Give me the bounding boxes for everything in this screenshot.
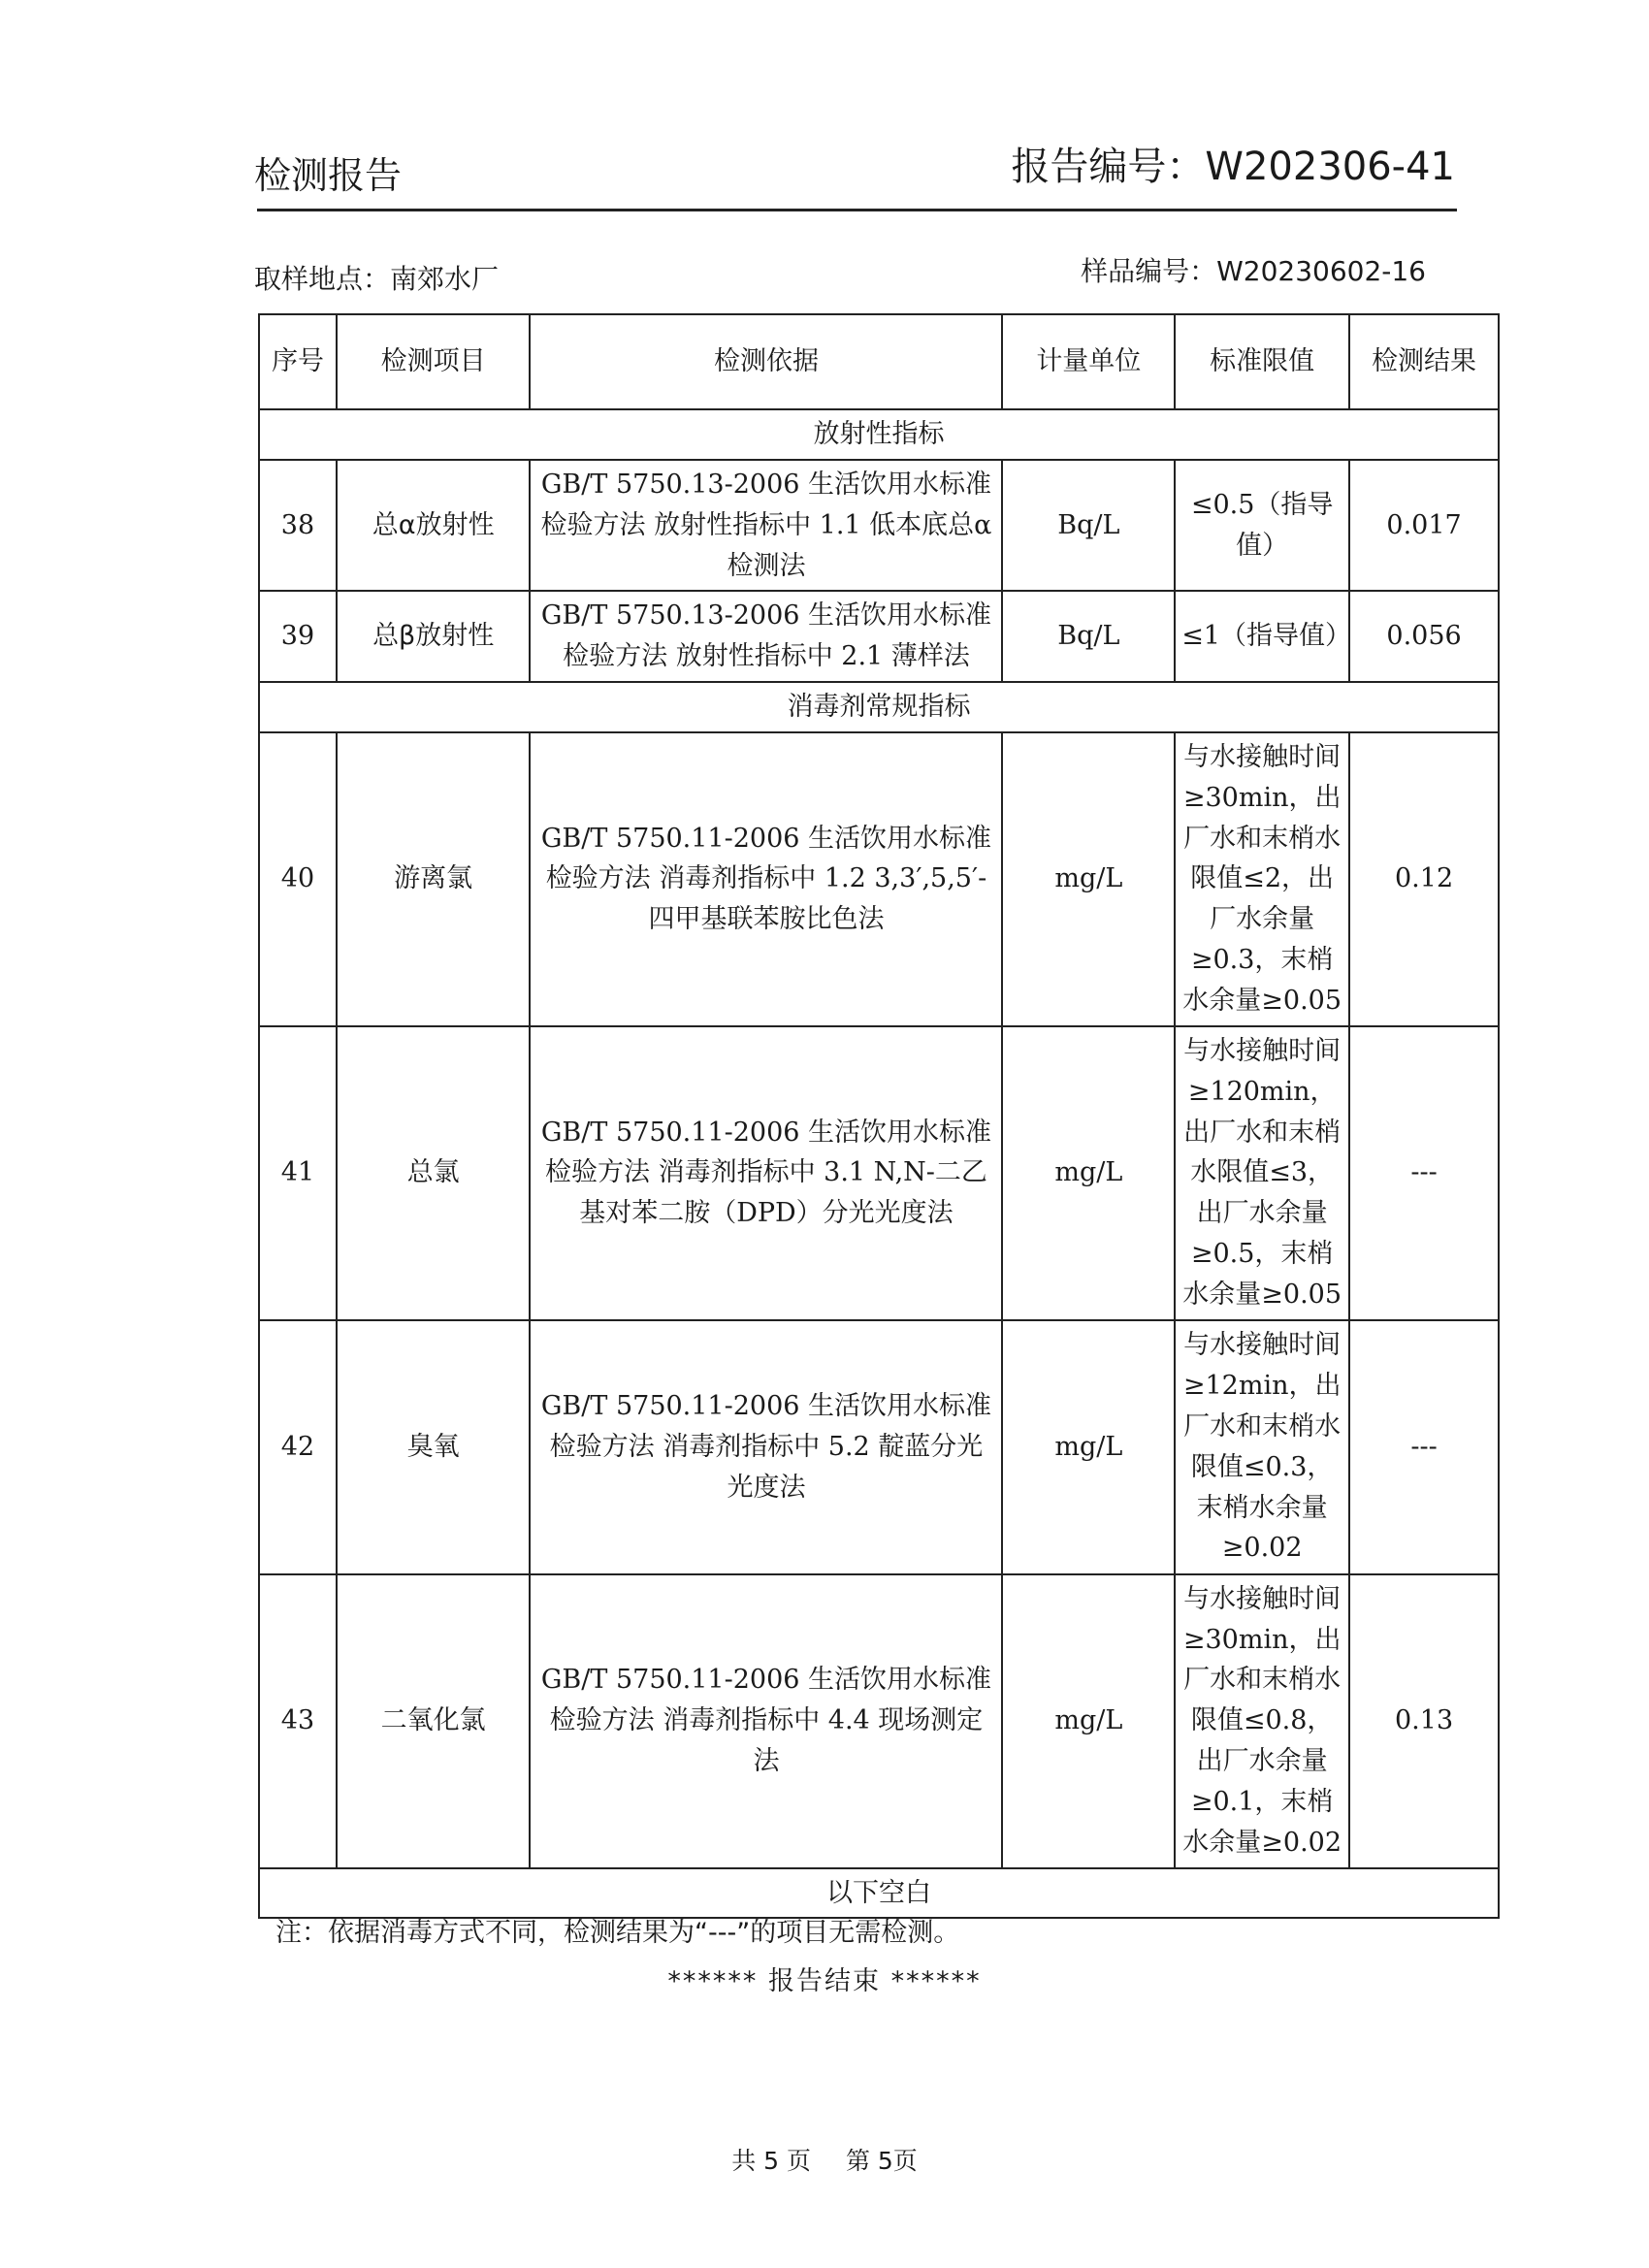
row-item: 总β放射性 [337, 591, 531, 682]
section-row [259, 409, 1499, 460]
row-no: 40 [259, 732, 337, 1026]
row-item: 二氧化氯 [337, 1574, 531, 1868]
row-limit: ≤0.5（指导值） [1175, 460, 1349, 592]
row-limit: 与水接触时间≥30min，出厂水和末梢水限值≤2，出厂水余量≥0.3，末梢水余量≥0.05 [1175, 732, 1349, 1026]
table-row [259, 1026, 1499, 1320]
footnote: 注：依据消毒方式不同，检测结果为“---”的项目无需检测。 [275, 1918, 960, 1948]
row-limit: 与水接触时间≥12min，出厂水和末梢水限值≤0.3，末梢水余量≥0.02 [1175, 1320, 1349, 1574]
row-no: 38 [259, 460, 337, 592]
col-header-item: 检测项目 [337, 314, 531, 409]
header-rule [257, 209, 1457, 211]
table-row [259, 460, 1499, 592]
report-title: 检测报告 [254, 154, 403, 197]
row-unit: mg/L [1002, 1026, 1175, 1320]
col-header-unit: 计量单位 [1002, 314, 1175, 409]
row-item: 游离氯 [337, 732, 531, 1026]
row-basis: GB/T 5750.11-2006 生活饮用水标准检验方法 消毒剂指标中 3.1 N,N-二乙基对苯二胺（DPD）分光光度法 [530, 1026, 1002, 1320]
row-result: --- [1349, 1026, 1499, 1320]
row-no: 41 [259, 1026, 337, 1320]
report-number: 报告编号：W202306-41 [1011, 145, 1455, 189]
row-basis: GB/T 5750.11-2006 生活饮用水标准检验方法 消毒剂指标中 4.4 现场测定法 [530, 1574, 1002, 1868]
row-basis: GB/T 5750.13-2006 生活饮用水标准检验方法 放射性指标中 1.1 低本底总α检测法 [530, 460, 1002, 592]
col-header-basis: 检测依据 [530, 314, 1002, 409]
row-unit: mg/L [1002, 1574, 1175, 1868]
row-unit: mg/L [1002, 732, 1175, 1026]
table-row [259, 732, 1499, 1026]
table-row [259, 1320, 1499, 1574]
row-item: 总α放射性 [337, 460, 531, 592]
col-header-result: 检测结果 [1349, 314, 1499, 409]
row-unit: Bq/L [1002, 591, 1175, 682]
row-item: 总氯 [337, 1026, 531, 1320]
section-title: 消毒剂常规指标 [259, 682, 1499, 732]
row-limit: 与水接触时间≥120min，出厂水和末梢水限值≤3，出厂水余量≥0.5，末梢水余量≥0.05 [1175, 1026, 1349, 1320]
row-unit: mg/L [1002, 1320, 1175, 1574]
col-header-no: 序号 [259, 314, 337, 409]
row-limit: 与水接触时间≥30min，出厂水和末梢水限值≤0.8，出厂水余量≥0.1，末梢水余量≥0.02 [1175, 1574, 1349, 1868]
page-footer [0, 2142, 1649, 2177]
row-result: --- [1349, 1320, 1499, 1574]
row-result: 0.017 [1349, 460, 1499, 592]
row-no: 42 [259, 1320, 337, 1574]
row-no: 39 [259, 591, 337, 682]
row-result: 0.12 [1349, 732, 1499, 1026]
section-title: 放射性指标 [259, 409, 1499, 460]
table-row [259, 1574, 1499, 1868]
row-basis: GB/T 5750.11-2006 生活饮用水标准检验方法 消毒剂指标中 1.2 3,3′,5,5′-四甲基联苯胺比色法 [530, 732, 1002, 1026]
section-row [259, 682, 1499, 732]
end-mark: ****** 报告结束 ****** [667, 1966, 982, 1996]
row-no: 43 [259, 1574, 337, 1868]
col-header-limit: 标准限值 [1175, 314, 1349, 409]
table-header-row [259, 314, 1499, 409]
row-basis: GB/T 5750.11-2006 生活饮用水标准检验方法 消毒剂指标中 5.2 靛蓝分光光度法 [530, 1320, 1002, 1574]
blank-note: 以下空白 [259, 1868, 1499, 1919]
row-result: 0.056 [1349, 591, 1499, 682]
total-pages: 共 5 页 [731, 2147, 811, 2175]
results-table [258, 313, 1500, 1919]
sampling-location: 取样地点：南郊水厂 [254, 263, 500, 295]
row-unit: Bq/L [1002, 460, 1175, 592]
row-limit: ≤1（指导值） [1175, 591, 1349, 682]
table-row [259, 591, 1499, 682]
row-basis: GB/T 5750.13-2006 生活饮用水标准检验方法 放射性指标中 2.1 薄样法 [530, 591, 1002, 682]
current-page: 第 5页 [845, 2147, 918, 2175]
row-item: 臭氧 [337, 1320, 531, 1574]
row-result: 0.13 [1349, 1574, 1499, 1868]
sample-number: 样品编号：W20230602-16 [1081, 255, 1426, 287]
